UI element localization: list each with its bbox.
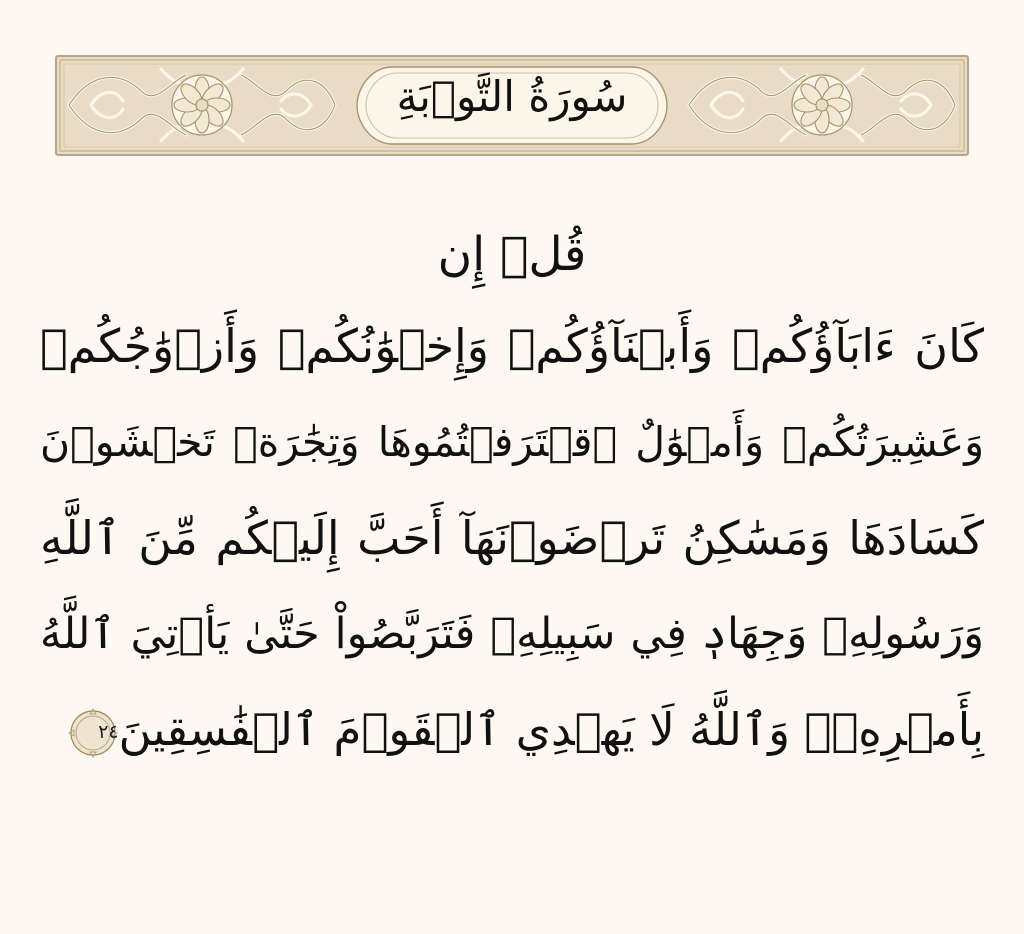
ayah-number: ٢٤ [98,721,119,743]
verse-text [40,212,984,778]
verse-line: وَعَشِيرَتُكُمۡ وَأَمۡوَٰلٌ ٱقۡتَرَفۡتُمُوهَا وَتِجَٰرَةٞ تَخۡشَوۡنَ [40,418,984,466]
verse-line-last [40,682,984,778]
verse-line: وَرَسُولِهِۦ وَجِهَادٖ فِي سَبِيلِهِۦ فَتَرَبَّصُواْ حَتَّىٰ يَأۡتِيَ ٱللَّهُ [40,609,984,659]
ayah-end-medallion-icon [67,707,119,759]
surah-header-banner [55,55,969,156]
verse-line: كَانَ ءَابَآؤُكُمۡ وَأَبۡنَآؤُكُمۡ وَإِخۡوَٰنُكُمۡ وَأَزۡوَٰجُكُمۡ [40,319,984,373]
floral-rosette-icon [681,61,963,150]
verse-line-text: بِأَمۡرِهِۦۗ وَٱللَّهُ لَا يَهۡدِي ٱلۡقَوۡمَ ٱلۡفَٰسِقِينَ [118,703,984,756]
verse-line: قُلۡ إِن [437,227,587,282]
surah-title: سُورَةُ التَّوۡبَةِ [396,72,628,121]
verse-line: كَسَادَهَا وَمَسَٰكِنُ تَرۡضَوۡنَهَآ أَحَبَّ إِلَيۡكُم مِّنَ ٱللَّهِ [40,511,984,565]
